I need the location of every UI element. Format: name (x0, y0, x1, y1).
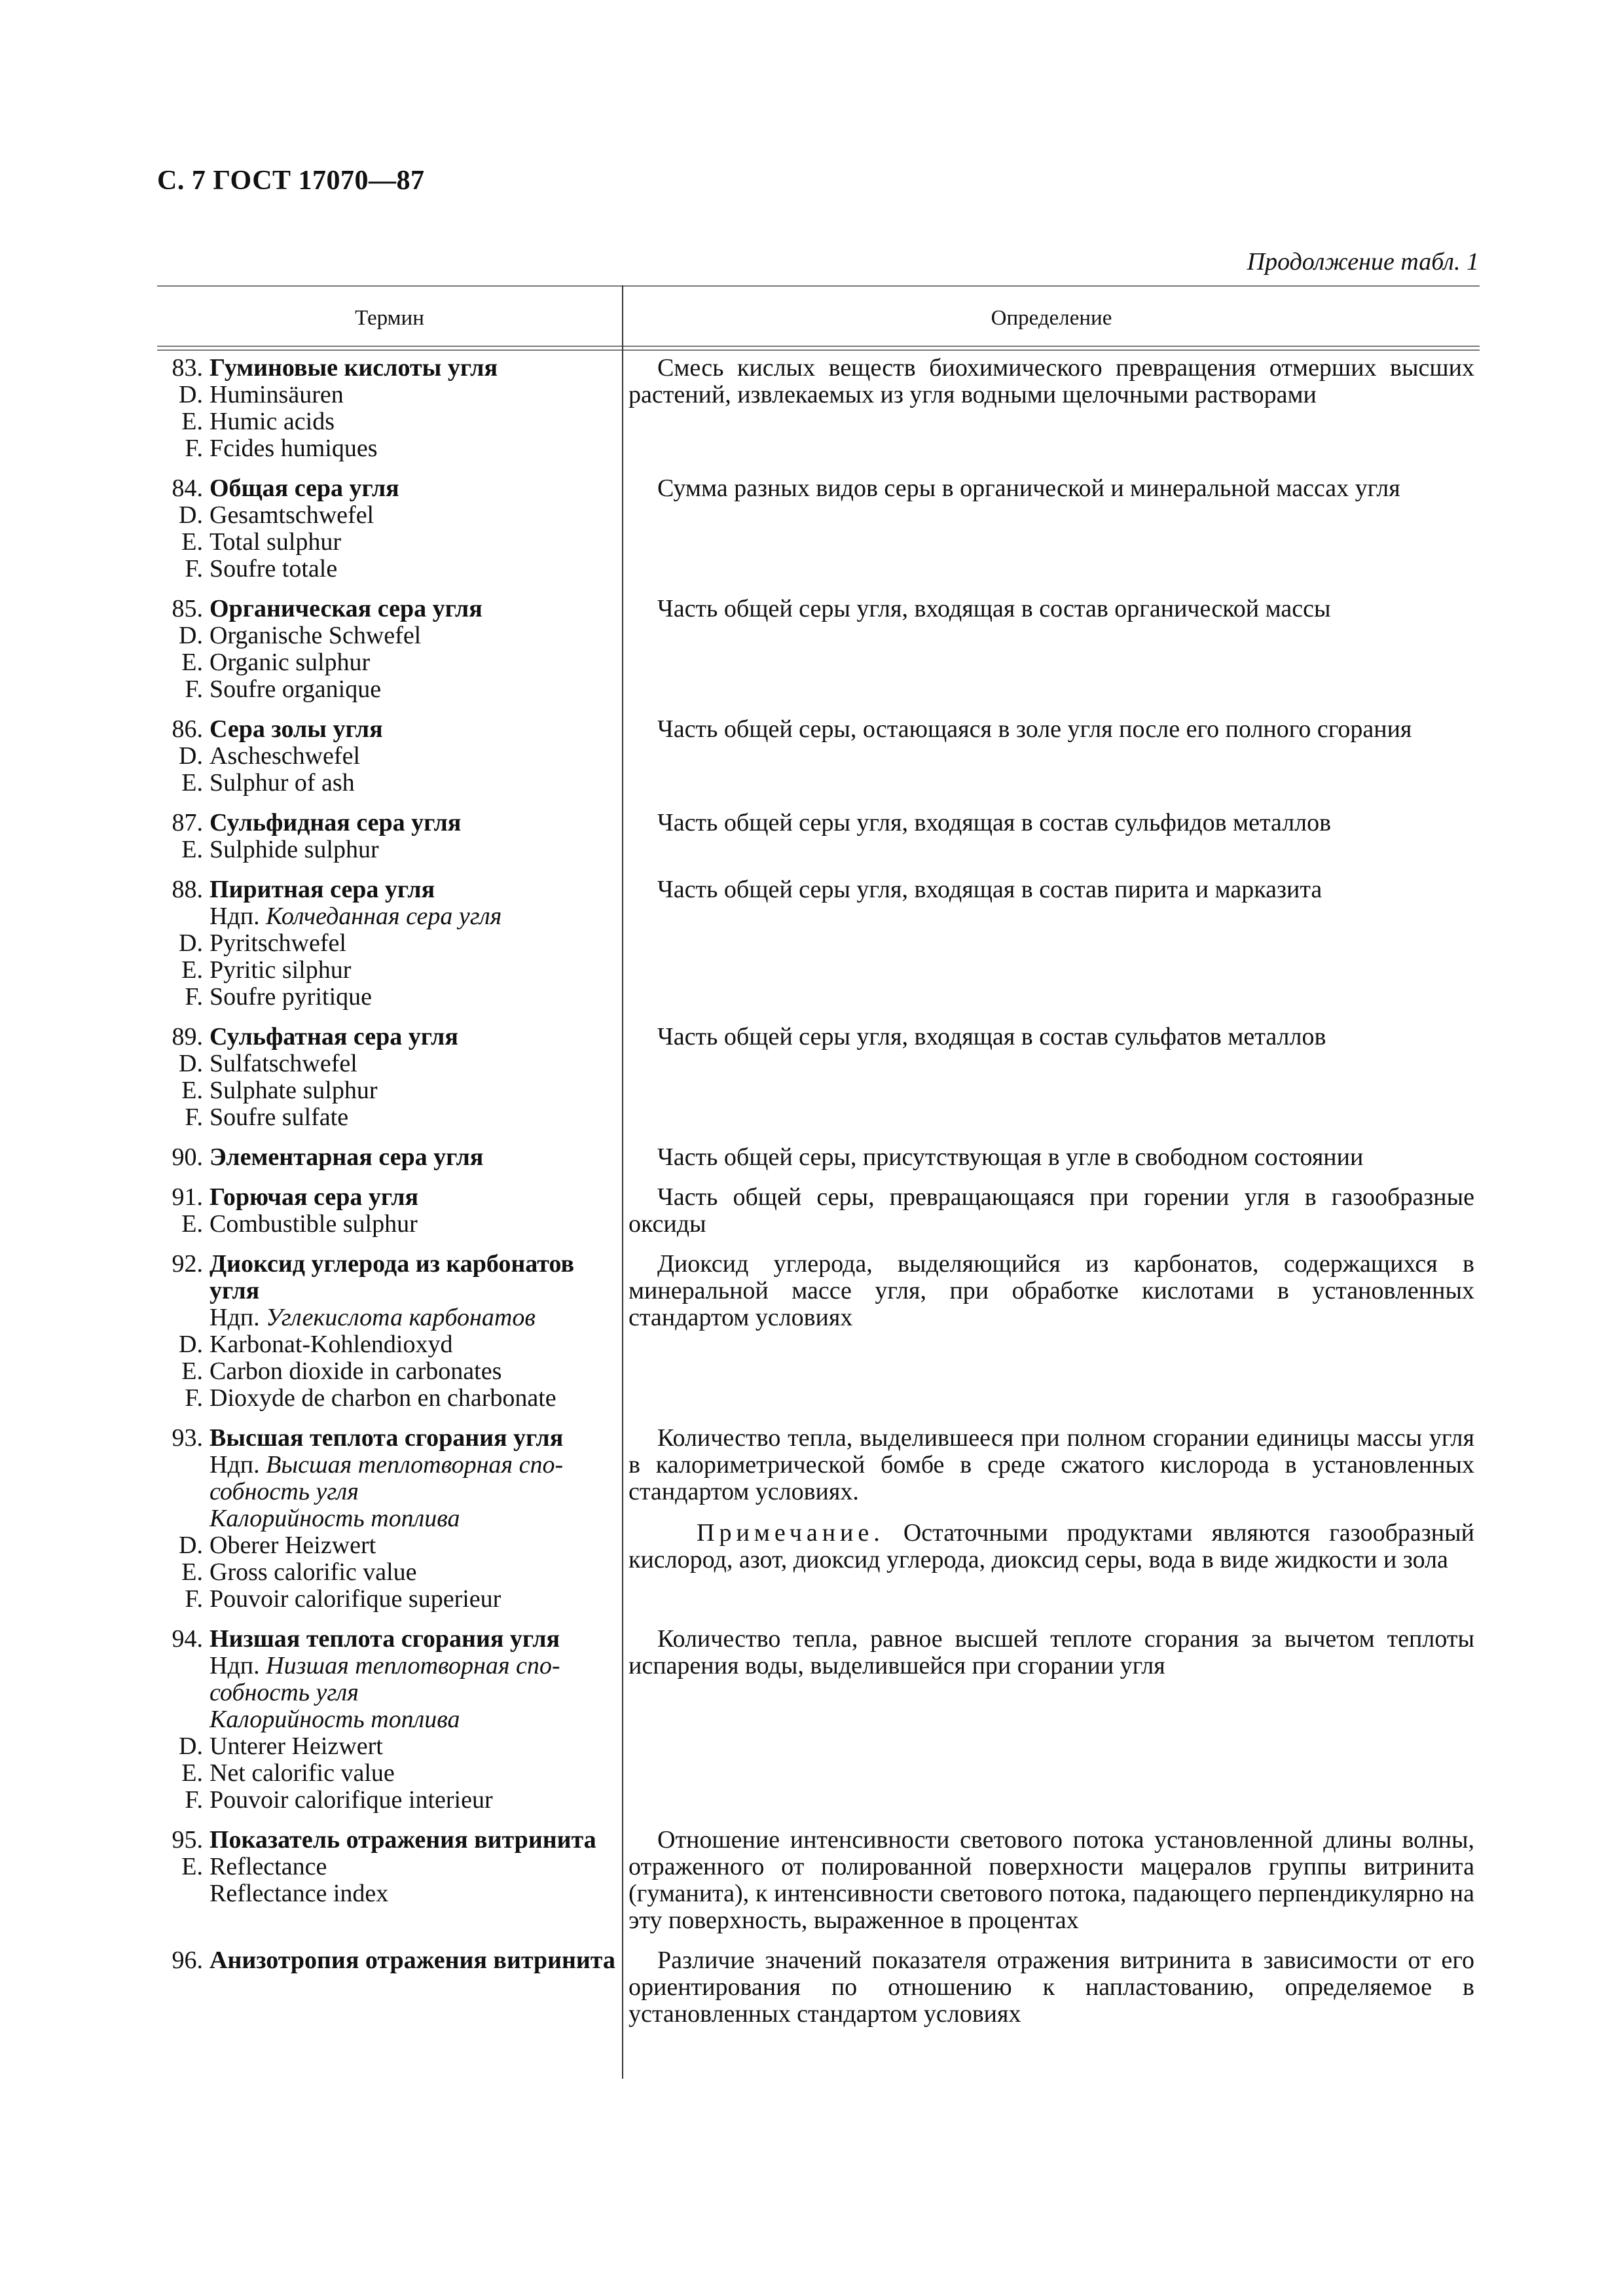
foreign-equivalent-prefix: E. (181, 1077, 203, 1104)
foreign-equivalent (157, 502, 622, 529)
foreign-equivalent-text: Sulphur of ash (210, 769, 355, 797)
terms-table (157, 285, 1480, 2079)
deprecated-term-text (210, 1452, 615, 1479)
definition-text: Количество тепла, равное высшей теплоте сгорания за вычетом теплоты испарения воды, выделившейся при сгорании угля (629, 1625, 1474, 1679)
table-row (157, 355, 1480, 462)
table-continuation-label: Продолжение табл. 1 (1247, 248, 1479, 276)
term-heading-continued-prefix (157, 1278, 210, 1304)
deprecated-term-line (157, 1679, 622, 1706)
table-row (157, 1947, 1480, 2028)
deprecated-term-prefix (157, 1304, 210, 1331)
foreign-equivalent-prefix: E. (181, 1558, 203, 1586)
deprecated-term-text: Углекислота карбонатов (266, 1304, 536, 1331)
foreign-equivalent (157, 1331, 622, 1358)
foreign-equivalent (157, 622, 622, 649)
term-heading (157, 475, 622, 502)
term-heading (157, 1947, 622, 1974)
foreign-equivalent-prefix: F. (185, 435, 203, 462)
term-cell (157, 716, 622, 797)
definition-cell (629, 596, 1474, 703)
table-row (157, 716, 1480, 797)
term-cell (157, 1144, 622, 1171)
foreign-equivalent-text: Pyritic silphur (210, 956, 352, 984)
foreign-equivalent-text: Sulphide sulphur (210, 836, 379, 863)
foreign-equivalent (157, 529, 622, 556)
term-heading-text: Горючая сера угля (210, 1183, 419, 1211)
deprecated-term (157, 903, 622, 930)
deprecated-label: Ндп. (210, 1451, 260, 1479)
foreign-equivalent-text: Sulfatschwefel (210, 1050, 357, 1077)
foreign-equivalent (157, 676, 622, 703)
foreign-equivalent (157, 1733, 622, 1760)
deprecated-term (157, 1653, 622, 1679)
term-cell (157, 1827, 622, 1934)
foreign-equivalent (157, 984, 622, 1011)
table-row (157, 876, 1480, 1011)
foreign-equivalent-prefix: F. (185, 1103, 203, 1131)
term-heading-text: Сера золы угля (210, 715, 383, 743)
definition-text: Часть общей серы, превращающаяся при горении угля в газообразные оксиды (629, 1183, 1474, 1238)
note-label: Примечание. (697, 1519, 884, 1547)
term-heading-text: Сульфидная сера угля (210, 809, 462, 836)
term-heading-continued-text: угля (210, 1277, 260, 1304)
table-row (157, 1024, 1480, 1131)
term-heading-text: Показатель отражения витринита (210, 1826, 596, 1854)
definition-text: Часть общей серы угля, входящая в состав сульфидов металлов (657, 809, 1332, 836)
table-row (157, 1827, 1480, 1934)
note-text: Остаточными продуктами являются газообразный кислород, азот, диоксид углерода, диоксид серы, вода в виде жидкости и зола (629, 1519, 1474, 1573)
deprecated-term-line-text: Калорийность топлива (210, 1706, 460, 1733)
foreign-equivalent-prefix: E. (181, 1853, 203, 1880)
term-heading (157, 355, 622, 382)
deprecated-term (157, 1452, 622, 1479)
term-cell (157, 1947, 622, 2028)
term-cell (157, 1184, 622, 1238)
term-cell (157, 1425, 622, 1613)
foreign-equivalent-prefix: D. (179, 501, 203, 529)
term-heading-text: Общая сера угля (210, 475, 399, 502)
definition-cell (629, 876, 1474, 1011)
definition-text: Часть общей серы угля, входящая в состав пирита и марказита (657, 876, 1322, 903)
term-heading (157, 1184, 622, 1211)
term-heading-prefix: 90. (172, 1143, 203, 1171)
deprecated-label: Ндп. (210, 903, 260, 930)
table-row (157, 810, 1480, 863)
definition-text: Часть общей серы угля, входящая в состав сульфатов металлов (657, 1023, 1326, 1050)
foreign-equivalent-prefix: D. (179, 1050, 203, 1077)
foreign-equivalent-prefix: D. (179, 929, 203, 957)
definition-text: Смесь кислых веществ биохимического превращения отмерших высших растений, извлекаемых из угля водными щелочными растворами (629, 354, 1474, 408)
foreign-equivalent (157, 408, 622, 435)
foreign-equivalent-prefix: E. (181, 408, 203, 435)
term-heading-text: Анизотропия отражения витринита (210, 1946, 615, 1974)
deprecated-label: Ндп. (210, 1652, 260, 1679)
term-cell (157, 876, 622, 1011)
term-heading-prefix: 91. (172, 1183, 203, 1211)
foreign-equivalent (157, 1586, 622, 1613)
term-heading-prefix: 96. (172, 1946, 203, 1974)
definition-cell (629, 1626, 1474, 1814)
term-heading (157, 716, 622, 743)
table-header-rule (157, 346, 1480, 351)
deprecated-term-line-text: собность угля (210, 1679, 359, 1706)
term-cell (157, 1626, 622, 1814)
foreign-equivalent (157, 836, 622, 863)
foreign-equivalent-text: Oberer Heizwert (210, 1532, 376, 1559)
foreign-equivalent-text: Pouvoir calorifique interieur (210, 1786, 493, 1814)
term-heading-text: Диоксид углерода из карбонатов (210, 1250, 575, 1278)
term-heading (157, 1024, 622, 1050)
deprecated-term-line-prefix (157, 1679, 210, 1706)
term-heading-text: Высшая теплота сгорания угля (210, 1424, 564, 1452)
foreign-equivalent-prefix: F. (185, 555, 203, 583)
foreign-equivalent-prefix: F. (185, 1786, 203, 1814)
foreign-equivalent-text: Soufre organique (210, 675, 382, 703)
term-cell (157, 355, 622, 462)
deprecated-term (157, 1304, 622, 1331)
term-heading-text: Пиритная сера угля (210, 876, 435, 903)
foreign-equivalent-prefix: F. (185, 675, 203, 703)
deprecated-term-text (210, 1304, 615, 1331)
term-cell (157, 1024, 622, 1131)
definition-cell (629, 810, 1474, 863)
definition-cell (629, 1251, 1474, 1412)
term-heading-prefix: 93. (172, 1424, 203, 1452)
foreign-equivalent-prefix: F. (185, 1384, 203, 1412)
foreign-equivalent (157, 382, 622, 408)
foreign-equivalent-text: Combustible sulphur (210, 1210, 418, 1238)
definition-cell (629, 1425, 1474, 1613)
deprecated-term-line-prefix (157, 1706, 210, 1733)
deprecated-term-line (157, 1706, 622, 1733)
term-heading-prefix: 87. (172, 809, 203, 836)
term-heading (157, 876, 622, 903)
foreign-equivalent-text: Sulphate sulphur (210, 1077, 378, 1104)
foreign-equivalent-prefix: E. (181, 836, 203, 863)
foreign-equivalent-prefix: E. (181, 649, 203, 676)
foreign-equivalent-text: Ascheschwefel (210, 742, 361, 770)
table-row (157, 596, 1480, 703)
table-row (157, 1626, 1480, 1814)
definition-text: Сумма разных видов серы в органической и минеральной массах угля (657, 475, 1400, 502)
foreign-equivalent (157, 1050, 622, 1077)
foreign-equivalent-prefix: D. (179, 742, 203, 770)
foreign-equivalent-prefix: E. (181, 528, 203, 556)
term-cell (157, 596, 622, 703)
table-row (157, 1184, 1480, 1238)
foreign-equivalent-text: Gesamtschwefel (210, 501, 374, 529)
definition-cell (629, 1144, 1474, 1171)
term-heading (157, 1626, 622, 1653)
foreign-equivalent (157, 1787, 622, 1814)
term-heading-text: Низшая теплота сгорания угля (210, 1625, 560, 1653)
definition-text: Часть общей серы, присутствующая в угле в свободном состоянии (657, 1143, 1364, 1171)
foreign-equivalent-prefix: E. (181, 1357, 203, 1385)
foreign-equivalent-text: Humic acids (210, 408, 335, 435)
foreign-equivalent-text: Pyritschwefel (210, 929, 346, 957)
term-heading-text: Сульфатная сера угля (210, 1023, 458, 1050)
table-row (157, 1251, 1480, 1412)
definition-text: Количество тепла, выделившееся при полном сгорании единицы массы угля в калориметрической бомбе в среде сжатого кислорода в установленных стандартом условиях. (629, 1424, 1474, 1505)
foreign-equivalent (157, 1532, 622, 1559)
deprecated-label: Ндп. (210, 1304, 260, 1331)
foreign-equivalent-text: Gross calorific value (210, 1558, 417, 1586)
term-heading-prefix: 89. (172, 1023, 203, 1050)
term-heading-prefix: 84. (172, 475, 203, 502)
foreign-equivalent-prefix: D. (179, 622, 203, 649)
foreign-equivalent (157, 1385, 622, 1412)
foreign-equivalent-text: Soufre totale (210, 555, 338, 583)
deprecated-term-text: Колчеданная сера угля (266, 903, 502, 930)
deprecated-term-line-prefix (157, 1505, 210, 1532)
deprecated-term-text (210, 1653, 615, 1679)
term-heading (157, 1251, 622, 1278)
foreign-equivalent-prefix: D. (179, 1532, 203, 1559)
foreign-equivalent (157, 1077, 622, 1104)
term-cell (157, 475, 622, 583)
foreign-equivalent-text: Pouvoir calorifique superieur (210, 1585, 501, 1613)
term-heading (157, 1827, 622, 1854)
definition-text: Различие значений показателя отражения витринита в зависимости от его ориентирования по отношению к напластованию, определяемое в установленных стандартом условиях (629, 1946, 1474, 2028)
term-heading-prefix: 86. (172, 715, 203, 743)
table-header-row (157, 285, 1480, 346)
definition-text: Диоксид углерода, выделяющийся из карбонатов, содержащихся в минеральной массе угля, при обработке кислотами в установленных стандартом условиях (629, 1250, 1474, 1331)
term-heading (157, 1425, 622, 1452)
foreign-equivalent-text: Karbonat-Kohlendioxyd (210, 1331, 453, 1358)
foreign-equivalent (157, 649, 622, 676)
term-heading-prefix: 88. (172, 876, 203, 903)
foreign-equivalent-prefix: E. (181, 769, 203, 797)
foreign-equivalent-prefix: D. (179, 1732, 203, 1760)
term-heading-text: Гуминовые кислоты угля (210, 354, 498, 382)
foreign-equivalent (157, 1358, 622, 1385)
foreign-equivalent-prefix: F. (185, 983, 203, 1011)
deprecated-term-line (157, 1505, 622, 1532)
foreign-equivalent-text: Soufre sulfate (210, 1103, 349, 1131)
foreign-equivalent-prefix: F. (185, 1585, 203, 1613)
term-heading-prefix: 85. (172, 595, 203, 622)
deprecated-term-text: Высшая теплотворная спо- (266, 1451, 564, 1479)
foreign-equivalent-text: Organische Schwefel (210, 622, 422, 649)
term-heading-text: Органическая сера угля (210, 595, 483, 622)
foreign-equivalent (157, 1854, 622, 1880)
foreign-equivalent (157, 556, 622, 583)
foreign-equivalent-prefix: E. (181, 1759, 203, 1787)
definition-cell (629, 716, 1474, 797)
foreign-equivalent-text: Fcides humiques (210, 435, 378, 462)
table-row (157, 475, 1480, 583)
definition-cell (629, 1827, 1474, 1934)
table-row (157, 1144, 1480, 1171)
foreign-equivalent-prefix: D. (179, 381, 203, 408)
term-heading (157, 1144, 622, 1171)
foreign-equivalent (157, 435, 622, 462)
definition-cell (629, 1024, 1474, 1131)
column-header-term: Термин (355, 306, 424, 330)
term-heading-text: Элементарная сера угля (210, 1143, 484, 1171)
deprecated-term-prefix (157, 1452, 210, 1479)
foreign-equivalent (157, 930, 622, 957)
foreign-equivalent-text: Soufre pyritique (210, 983, 373, 1011)
foreign-equivalent-prefix: E. (181, 956, 203, 984)
table-body (157, 355, 1480, 2041)
foreign-equivalent (157, 1880, 622, 1907)
term-cell (157, 1251, 622, 1412)
foreign-equivalent-text: Reflectance index (210, 1880, 389, 1907)
foreign-equivalent (157, 1104, 622, 1131)
definition-note (629, 1520, 1474, 1573)
deprecated-term-text: Низшая теплотворная спо- (266, 1652, 560, 1679)
deprecated-term-prefix (157, 1653, 210, 1679)
deprecated-term-line (157, 1479, 622, 1505)
foreign-equivalent-prefix: E. (181, 1210, 203, 1238)
definition-cell (629, 355, 1474, 462)
definition-cell (629, 1184, 1474, 1238)
foreign-equivalent (157, 957, 622, 984)
deprecated-term-text (210, 903, 615, 930)
deprecated-term-line-text: Калорийность топлива (210, 1505, 460, 1532)
foreign-equivalent (157, 1760, 622, 1787)
term-heading (157, 810, 622, 836)
deprecated-term-line-text: собность угля (210, 1478, 359, 1505)
column-header-definition: Определение (991, 306, 1112, 330)
definition-text: Часть общей серы угля, входящая в состав органической массы (657, 595, 1331, 622)
term-heading-prefix: 92. (172, 1250, 203, 1278)
foreign-equivalent-text: Unterer Heizwert (210, 1732, 383, 1760)
foreign-equivalent-text: Net calorific value (210, 1759, 395, 1787)
term-heading-prefix: 94. (172, 1625, 203, 1653)
foreign-equivalent (157, 1559, 622, 1586)
page-header: С. 7 ГОСТ 17070—87 (157, 166, 425, 196)
foreign-equivalent-text: Huminsäuren (210, 381, 344, 408)
foreign-equivalent (157, 743, 622, 770)
foreign-equivalent-text: Dioxyde de charbon en charbonate (210, 1384, 556, 1412)
term-heading-prefix: 83. (172, 354, 203, 382)
foreign-equivalent-prefix: D. (179, 1331, 203, 1358)
table-row (157, 1425, 1480, 1613)
deprecated-term-prefix (157, 903, 210, 930)
deprecated-term-line-prefix (157, 1479, 210, 1505)
foreign-equivalent-text: Reflectance (210, 1853, 327, 1880)
term-cell (157, 810, 622, 863)
term-heading-continued (157, 1278, 622, 1304)
foreign-equivalent (157, 770, 622, 797)
foreign-equivalent (157, 1211, 622, 1238)
definition-text: Отношение интенсивности светового потока установленной длины волны, отраженного от полированной поверхности мацералов группы витринита (гуманита), к интенсивности светового потока, падающего перпендикулярно на эту поверхность, выраженное в процентах (629, 1826, 1474, 1934)
term-heading (157, 596, 622, 622)
definition-cell (629, 475, 1474, 583)
term-heading-prefix: 95. (172, 1826, 203, 1854)
foreign-equivalent-prefix (157, 1880, 210, 1907)
foreign-equivalent-text: Total sulphur (210, 528, 342, 556)
foreign-equivalent-text: Organic sulphur (210, 649, 371, 676)
definition-text: Часть общей серы, остающаяся в золе угля после его полного сгорания (657, 715, 1412, 743)
foreign-equivalent-text: Carbon dioxide in carbonates (210, 1357, 502, 1385)
definition-cell (629, 1947, 1474, 2028)
